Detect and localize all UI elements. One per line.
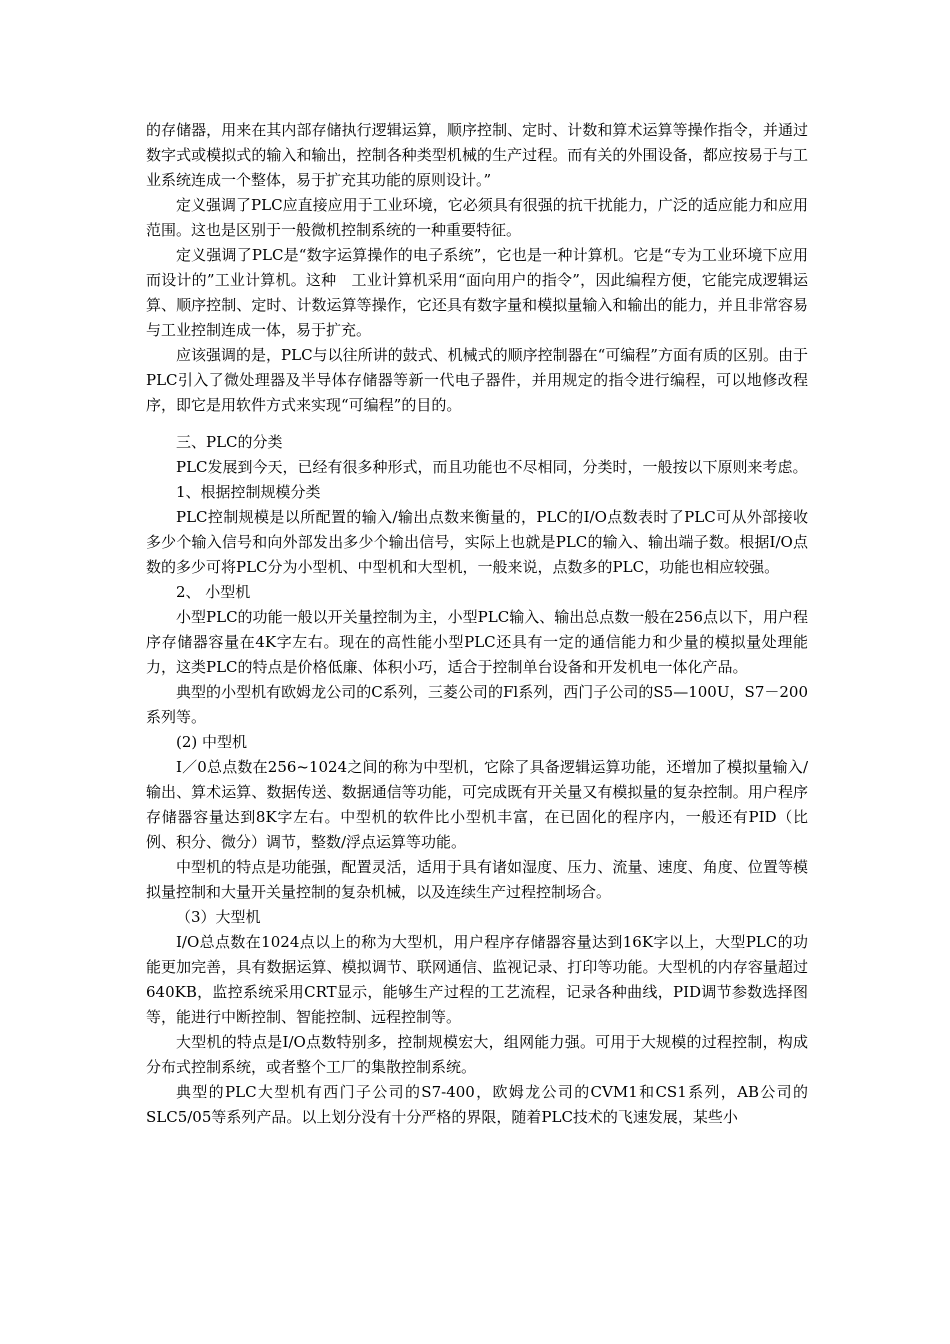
paragraph: PLC控制规模是以所配置的输入/输出点数来衡量的，PLC的I/O点数表时了PLC可从外部接收多少个输入信号和向外部发出多少个输出信号，实际上也就是PLC的输入、输出端子数。根据I/O点数的多少可将PLC分为小型机、中型机和大型机，一般来说，点数多的PLC，功能也相应较强。 (146, 508, 808, 576)
paragraph: 小型PLC的功能一般以开关量控制为主，小型PLC输入、输出总点数一般在256点以下，用户程序存储器容量在4K字左右。现在的高性能小型PLC还具有一定的通信能力和少量的模拟量处理能力，这类PLC的特点是价格低廉、体积小巧，适合于控制单台设备和开发机电一体化产品。 (146, 608, 808, 676)
paragraph: 定义强调了PLC应直接应用于工业环境，它必须具有很强的抗干扰能力，广泛的适应能力和应用范围。这也是区别于一般微机控制系统的一种重要特征。 (146, 196, 808, 239)
paragraph: 典型的小型机有欧姆龙公司的C系列，三菱公司的Fl系列，西门子公司的S5—100U，S7－200系列等。 (146, 683, 808, 726)
document-body (146, 118, 808, 1130)
paragraph: 大型机的特点是I/O点数特别多，控制规模宏大，组网能力强。可用于大规模的过程控制，构成分布式控制系统，或者整个工厂的集散控制系统。 (146, 1033, 808, 1076)
section-heading: 三、PLC的分类 (176, 433, 283, 451)
paragraph: 定义强调了PLC是“数字运算操作的电子系统”，它也是一种计算机。它是“专为工业环境下应用而设计的”工业计算机。这种 工业计算机采用“面向用户的指令”，因此编程方便，它能完成逻辑运算、顺序控制、定时、计数运算等操作，它还具有数字量和模拟量输入和输出的能力，并且非常容易与工业控制连成一体，易于扩充。 (146, 246, 808, 339)
paragraph: I/O总点数在1024点以上的称为大型机，用户程序存储器容量达到16K字以上，大型PLC的功能更加完善，具有数据运算、模拟调节、联网通信、监视记录、打印等功能。大型机的内存容量超过640KB，监控系统采用CRT显示，能够生产过程的工艺流程，记录各种曲线，PID调节参数选择图等，能进行中断控制、智能控制、远程控制等。 (146, 933, 808, 1026)
paragraph: PLC发展到今天，已经有很多种形式，而且功能也不尽相同，分类时，一般按以下原则来考虑。 (176, 458, 808, 476)
paragraph: 的存储器，用来在其内部存储执行逻辑运算，顺序控制、定时、计数和算术运算等操作指令，并通过数字式或模拟式的输入和输出，控制各种类型机械的生产过程。而有关的外围设备，都应按易于与工业系统连成一个整体，易于扩充其功能的原则设计。” (146, 121, 808, 189)
paragraph: I／0总点数在256~1024之间的称为中型机，它除了具备逻辑运算功能，还增加了模拟量输入/输出、算术运算、数据传送、数据通信等功能，可完成既有开关量又有模拟量的复杂控制。用户程序存储器容量达到8K字左右。中型机的软件比小型机丰富，在已固化的程序内，一般还有PID（比例、积分、微分）调节，整数/浮点运算等功能。 (146, 758, 808, 851)
subsection-heading: (2) 中型机 (176, 733, 248, 751)
paragraph: 应该强调的是，PLC与以往所讲的鼓式、机械式的顺序控制器在“可编程”方面有质的区别。由于PLC引入了微处理器及半导体存储器等新一代电子器件，并用规定的指令进行编程，可以地修改程序，即它是用软件方式来实现“可编程”的目的。 (146, 346, 808, 414)
subsection-heading: （3）大型机 (176, 908, 261, 926)
paragraph: 典型的PLC大型机有西门子公司的S7-400，欧姆龙公司的CVM1和CS1系列，AB公司的SLC5/05等系列产品。以上划分没有十分严格的界限，随着PLC技术的飞速发展，某些小 (146, 1083, 808, 1126)
subsection-heading: 1、根据控制规模分类 (176, 483, 321, 501)
paragraph: 中型机的特点是功能强，配置灵活，适用于具有诸如湿度、压力、流量、速度、角度、位置等模拟量控制和大量开关量控制的复杂机械，以及连续生产过程控制场合。 (146, 858, 808, 901)
subsection-heading: 2、 小型机 (176, 583, 251, 601)
